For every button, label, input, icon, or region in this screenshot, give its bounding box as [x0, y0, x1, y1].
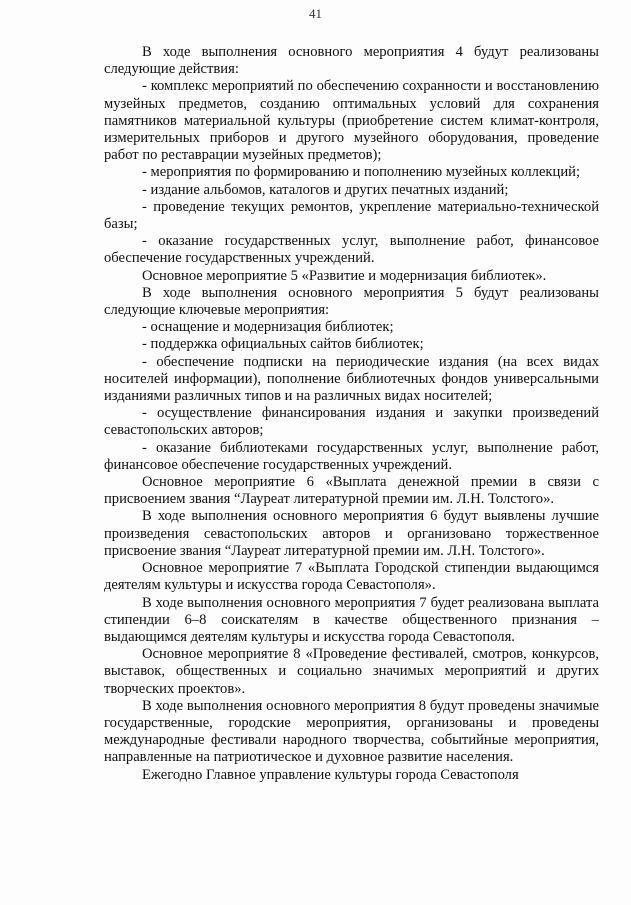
list-item: - издание альбомов, каталогов и других печатных изданий; [142, 181, 509, 198]
list-item: - проведение текущих ремонтов, укрепление материально-технической базы; [104, 198, 599, 233]
list-item: - осуществление финансирования издания и закупки произведений севастопольских авторов; [104, 405, 599, 439]
paragraph: Основное мероприятие 8 «Проведение фестивалей, смотров, конкурсов, выставок, общественных и социально значимых мероприятий и других творческих проектов». [104, 646, 599, 697]
paragraph: Основное мероприятие 6 «Выплата денежной премии в связи с присвоением звания “Лауреат литературной премии им. Л.Н. Толстого». [104, 474, 599, 508]
list-item: - мероприятия по формированию и пополнению музейных коллекций; [142, 164, 580, 181]
list-item: - поддержка официальных сайтов библиотек; [142, 336, 424, 353]
paragraph: В ходе выполнения основного мероприятия 4 будут реализованы следующие действия: [104, 44, 599, 78]
paragraph: В ходе выполнения основного мероприятия 8 будут проведены значимые государственные, городские мероприятия, организованы и проведены международные фестивали народного творчества, событийные мероприятия, направленные на патриотическое и духовное развитие населения. [104, 697, 599, 766]
paragraph: В ходе выполнения основного мероприятия 7 будет реализована выплата стипендии 6–8 соискателям в качестве общественного признания – выдающимся деятелям культуры и искусства города Севастополя. [104, 594, 599, 645]
paragraph: Основное мероприятие 7 «Выплата Городской стипендии выдающимся деятелям культуры и искусства города Севастополя». [104, 560, 599, 594]
paragraph: Ежегодно Главное управление культуры города Севастополя [142, 766, 519, 783]
paragraph: В ходе выполнения основного мероприятия 6 будут выявлены лучшие произведения севастопольских авторов и организовано торжественное присвоение звания “Лауреат литературной премии им. Л.Н. Толстого». [104, 508, 599, 559]
list-item: - обеспечение подписки на периодические издания (на всех видах носителей информации), пополнение библиотечных фондов универсальными изданиями различных типов и на различных видах носителей; [104, 353, 599, 405]
page-number: 41 [309, 6, 322, 21]
list-item: - оказание библиотеками государственных услуг, выполнение работ, финансовое обеспечение государственных учреждений. [104, 439, 599, 473]
paragraph: Основное мероприятие 5 «Развитие и модернизация библиотек». [142, 267, 547, 284]
list-item: - комплекс мероприятий по обеспечению сохранности и восстановлению музейных предметов, созданию оптимальных условий для сохранения памятников материальной культуры (приобретение систем климат-контроля, измерительных приборов и другого музейного оборудования, проведение работ по реставрации музейных предметов); [104, 78, 599, 164]
list-item: - оказание государственных услуг, выполнение работ, финансовое обеспечение государственных учреждений. [104, 233, 599, 267]
document-body [104, 44, 599, 784]
list-item: - оснащение и модернизация библиотек; [142, 319, 394, 336]
paragraph: В ходе выполнения основного мероприятия 5 будут реализованы следующие ключевые мероприятия: [104, 284, 599, 319]
